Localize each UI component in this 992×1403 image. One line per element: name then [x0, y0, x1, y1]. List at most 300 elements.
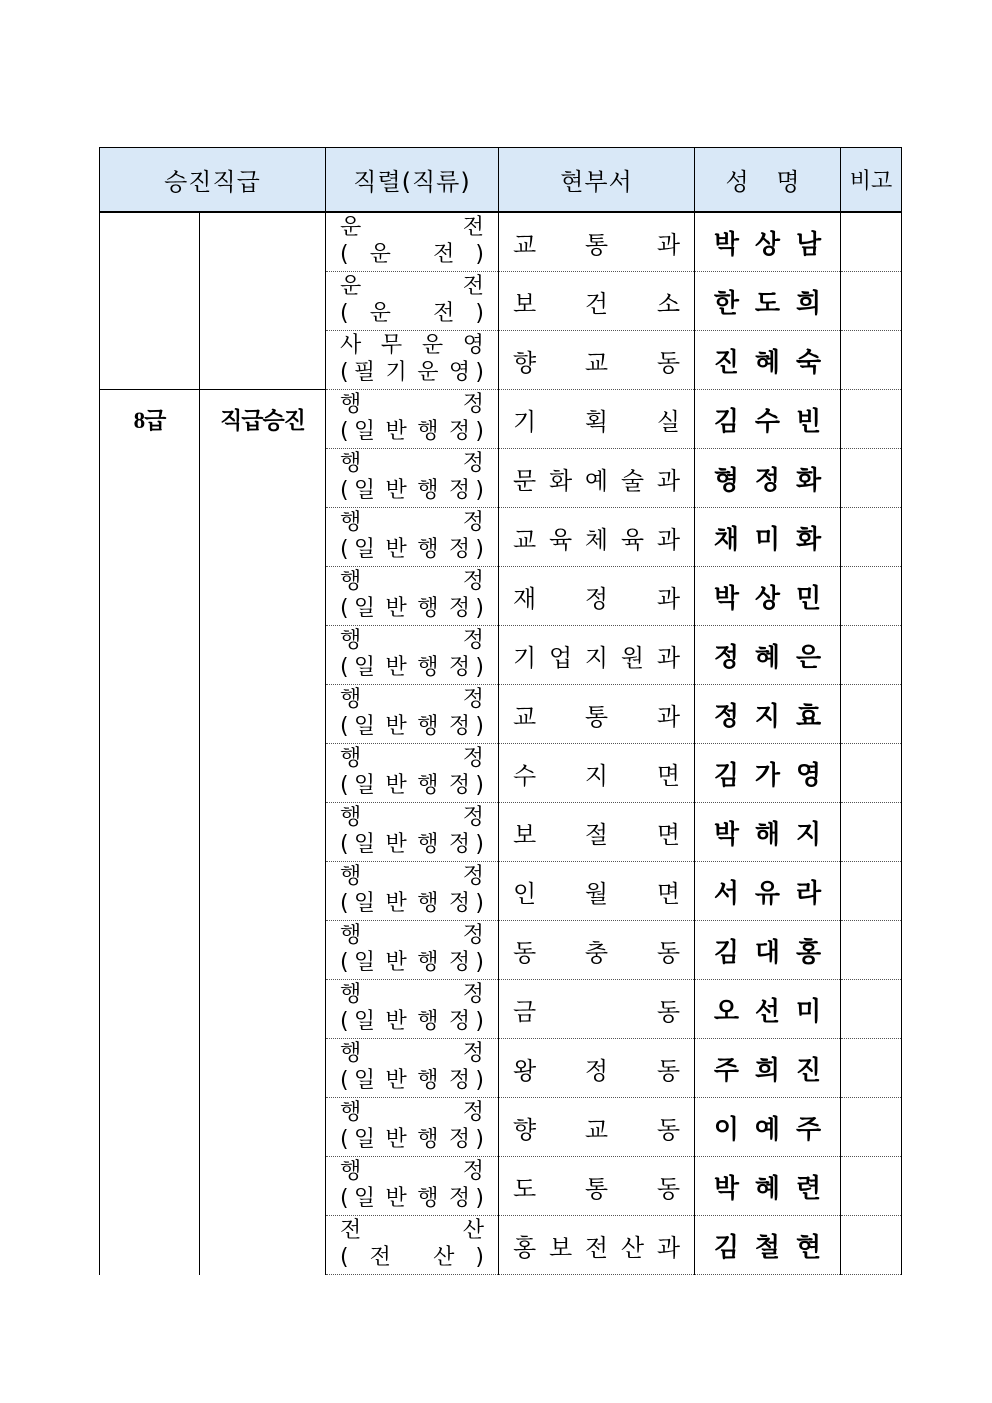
series-sub-char: 전 [369, 1245, 391, 1270]
open-paren: ( [340, 1245, 349, 1270]
series-sub-text [349, 361, 476, 385]
department-cell [499, 331, 695, 390]
series-char: 정 [462, 569, 484, 594]
note-cell [841, 862, 902, 921]
department-char: 월 [584, 879, 609, 908]
department-char: 체 [584, 525, 609, 554]
table-row [100, 449, 902, 508]
person-name: 오선미 [713, 996, 838, 1027]
department-char: 산 [620, 1233, 645, 1262]
series-sub-text [349, 302, 476, 326]
grade-cell [100, 1216, 200, 1275]
series-main [340, 393, 484, 417]
series-sub-char: 영 [448, 360, 471, 385]
note-cell [841, 1098, 902, 1157]
series-main [340, 1042, 484, 1066]
series-sub-text [349, 597, 476, 621]
series-sub [340, 1128, 484, 1152]
department-char: 육 [620, 525, 645, 554]
close-paren: ) [475, 596, 484, 621]
department-char: 업 [548, 643, 573, 672]
series-char: 정 [462, 392, 484, 417]
series-sub-text [349, 538, 476, 562]
department-char: 화 [548, 466, 573, 495]
series-sub-text [349, 479, 476, 503]
series-char: 정 [462, 805, 484, 830]
grade-cell [100, 567, 200, 626]
name-cell [695, 1216, 841, 1275]
series-sub-char: 운 [417, 360, 439, 385]
series-sub-char: 일 [353, 1009, 376, 1034]
series-cell [326, 449, 499, 508]
series-sub-char: 일 [353, 1068, 376, 1093]
department-char: 실 [656, 407, 680, 436]
department-char: 통 [584, 702, 609, 731]
series-sub-char: 반 [385, 596, 407, 621]
table-row [100, 508, 902, 567]
name-cell [695, 685, 841, 744]
note-cell [841, 921, 902, 980]
name-cell [695, 508, 841, 567]
series-sub-char: 행 [417, 1186, 439, 1211]
series-sub-char: 행 [417, 478, 439, 503]
series-cell [326, 272, 499, 331]
close-paren: ) [475, 1127, 484, 1152]
series-sub [340, 715, 484, 739]
open-paren: ( [340, 537, 349, 562]
series-sub-char: 정 [448, 655, 471, 680]
series-char: 정 [462, 451, 484, 476]
promotion-type-cell [200, 508, 326, 567]
person-name: 김수빈 [713, 406, 838, 437]
note-cell [841, 272, 902, 331]
close-paren: ) [475, 537, 484, 562]
series-char: 행 [340, 982, 362, 1007]
department-cell [499, 390, 695, 449]
close-paren: ) [475, 419, 484, 444]
series-sub-char: 일 [353, 1186, 376, 1211]
department-char: 건 [584, 289, 609, 318]
series-char: 정 [462, 1100, 484, 1125]
series-cell [326, 567, 499, 626]
promotion-type-cell [200, 331, 326, 390]
series-sub-char: 일 [353, 537, 376, 562]
department-char: 동 [513, 938, 537, 967]
series-main [340, 216, 484, 240]
department-char: 과 [656, 525, 680, 554]
department-char: 면 [656, 879, 680, 908]
department-char: 인 [513, 879, 537, 908]
series-char: 운 [340, 215, 362, 240]
department-char: 정 [584, 584, 609, 613]
series-sub-char: 정 [448, 891, 471, 916]
series-main [340, 924, 484, 948]
open-paren: ( [340, 419, 349, 444]
department-char: 교 [513, 702, 537, 731]
grade-cell [100, 1039, 200, 1098]
department-char: 면 [656, 820, 680, 849]
series-sub-char: 반 [385, 714, 407, 739]
note-cell [841, 1039, 902, 1098]
department-cell [499, 744, 695, 803]
note-cell [841, 331, 902, 390]
note-cell [841, 685, 902, 744]
series-cell [326, 1157, 499, 1216]
note-cell [841, 449, 902, 508]
series-sub-char: 정 [448, 1009, 471, 1034]
series-sub-char: 일 [353, 773, 376, 798]
name-cell [695, 803, 841, 862]
promotion-type-cell [200, 980, 326, 1039]
series-sub-text [349, 833, 476, 857]
grade-cell [100, 626, 200, 685]
series-sub-char: 반 [385, 419, 407, 444]
department-label [513, 461, 680, 496]
open-paren: ( [340, 950, 349, 975]
person-name: 박해지 [713, 819, 838, 850]
grade-cell [100, 685, 200, 744]
header-name [695, 148, 841, 213]
series-sub-char: 기 [385, 360, 407, 385]
close-paren: ) [475, 1068, 484, 1093]
note-cell [841, 626, 902, 685]
department-char: 전 [584, 1233, 609, 1262]
note-cell [841, 508, 902, 567]
name-cell [695, 980, 841, 1039]
department-cell [499, 685, 695, 744]
person-name: 이예주 [713, 1114, 838, 1145]
series-sub [340, 420, 484, 444]
name-cell [695, 390, 841, 449]
series-sub [340, 597, 484, 621]
series-sub-char: 행 [417, 832, 439, 857]
series-char: 전 [462, 215, 484, 240]
open-paren: ( [340, 478, 349, 503]
department-char: 동 [656, 348, 680, 377]
table-row [100, 1098, 902, 1157]
department-cell [499, 567, 695, 626]
table-row [100, 1039, 902, 1098]
series-char: 정 [462, 1159, 484, 1184]
series-sub-char: 반 [385, 478, 407, 503]
grade-cell [100, 212, 200, 272]
series-sub [340, 892, 484, 916]
open-paren: ( [340, 891, 349, 916]
header-row [100, 148, 902, 213]
department-char: 교 [513, 525, 537, 554]
name-cell [695, 921, 841, 980]
name-cell [695, 331, 841, 390]
department-label [513, 874, 680, 909]
close-paren: ) [475, 242, 484, 267]
series-sub [340, 538, 484, 562]
note-cell [841, 803, 902, 862]
series-char: 정 [462, 628, 484, 653]
promotion-type-cell [200, 390, 326, 449]
department-cell [499, 921, 695, 980]
department-cell [499, 1216, 695, 1275]
person-name: 서유라 [713, 878, 838, 909]
department-char: 향 [513, 1115, 537, 1144]
close-paren: ) [475, 478, 484, 503]
series-sub-text [349, 243, 476, 267]
close-paren: ) [475, 1245, 484, 1270]
table-row [100, 272, 902, 331]
series-char: 운 [421, 333, 444, 358]
department-label [513, 225, 680, 260]
series-main [340, 275, 484, 299]
person-name: 박상민 [713, 583, 838, 614]
series-sub-char: 운 [369, 301, 391, 326]
close-paren: ) [475, 773, 484, 798]
series-main [340, 865, 484, 889]
series-sub-char: 행 [417, 537, 439, 562]
department-cell [499, 1098, 695, 1157]
department-label [513, 1169, 680, 1204]
department-char: 지 [584, 761, 609, 790]
name-cell [695, 1098, 841, 1157]
table-row [100, 980, 902, 1039]
department-char: 보 [513, 289, 537, 318]
department-char: 보 [513, 820, 537, 849]
table-row [100, 1216, 902, 1275]
department-char: 교 [584, 1115, 609, 1144]
series-char: 행 [340, 1041, 362, 1066]
series-cell [326, 331, 499, 390]
department-char: 도 [513, 1174, 537, 1203]
note-cell [841, 1216, 902, 1275]
grade-cell [100, 980, 200, 1039]
department-char: 동 [656, 1115, 680, 1144]
series-char: 행 [340, 746, 362, 771]
series-sub-char: 일 [353, 950, 376, 975]
person-name: 한도희 [713, 288, 838, 319]
series-sub-char: 정 [448, 1068, 471, 1093]
series-sub-char: 반 [385, 655, 407, 680]
department-cell [499, 449, 695, 508]
series-cell [326, 744, 499, 803]
name-cell [695, 272, 841, 331]
table-row [100, 390, 902, 449]
promotion-type-cell [200, 1098, 326, 1157]
department-char: 왕 [513, 1056, 537, 1085]
series-sub-char: 운 [369, 242, 391, 267]
grade-cell [100, 331, 200, 390]
series-sub-char: 일 [353, 891, 376, 916]
series-sub-char: 정 [448, 1127, 471, 1152]
series-char: 행 [340, 569, 362, 594]
department-label [513, 815, 680, 850]
grade-cell [100, 921, 200, 980]
person-name: 정혜은 [713, 642, 838, 673]
department-label [513, 520, 680, 555]
series-sub-char: 행 [417, 596, 439, 621]
note-cell [841, 212, 902, 272]
series-sub-char: 정 [448, 478, 471, 503]
series-sub-char: 반 [385, 891, 407, 916]
department-char: 과 [656, 230, 680, 259]
series-sub-char: 행 [417, 950, 439, 975]
series-sub-char: 반 [385, 832, 407, 857]
series-sub-text [349, 1246, 476, 1270]
series-sub-char: 반 [385, 1068, 407, 1093]
series-main [340, 452, 484, 476]
series-main [340, 511, 484, 535]
series-cell [326, 803, 499, 862]
series-sub-char: 반 [385, 1127, 407, 1152]
open-paren: ( [340, 1068, 349, 1093]
series-sub-text [349, 1128, 476, 1152]
series-sub [340, 774, 484, 798]
series-main [340, 983, 484, 1007]
series-char: 행 [340, 687, 362, 712]
series-char: 행 [340, 510, 362, 535]
table-row [100, 803, 902, 862]
series-sub-char: 정 [448, 537, 471, 562]
department-char: 기 [513, 643, 537, 672]
promotion-type-cell [200, 567, 326, 626]
note-cell [841, 567, 902, 626]
department-label [513, 992, 680, 1027]
series-char: 행 [340, 1100, 362, 1125]
department-char: 동 [656, 997, 680, 1026]
table-row [100, 1157, 902, 1216]
series-sub-char: 일 [353, 1127, 376, 1152]
series-sub [340, 833, 484, 857]
series-char: 정 [462, 510, 484, 535]
department-label [513, 697, 680, 732]
series-sub-char: 정 [448, 773, 471, 798]
promotion-type-cell [200, 1157, 326, 1216]
open-paren: ( [340, 596, 349, 621]
promotion-table [99, 147, 902, 1275]
series-char: 행 [340, 805, 362, 830]
person-name: 채미화 [713, 524, 838, 555]
department-char: 교 [513, 230, 537, 259]
series-char: 영 [462, 333, 484, 358]
open-paren: ( [340, 360, 349, 385]
department-char: 동 [656, 938, 680, 967]
series-sub-char: 행 [417, 891, 439, 916]
series-char: 행 [340, 864, 362, 889]
person-name: 박상남 [713, 229, 838, 260]
person-name: 형정화 [713, 465, 838, 496]
series-sub-char: 일 [353, 655, 376, 680]
series-cell [326, 508, 499, 567]
promotion-type-cell [200, 272, 326, 331]
name-cell [695, 212, 841, 272]
series-sub-char: 정 [448, 950, 471, 975]
open-paren: ( [340, 832, 349, 857]
series-sub-char: 필 [353, 360, 376, 385]
grade-cell [100, 744, 200, 803]
department-cell [499, 803, 695, 862]
department-char: 지 [584, 643, 609, 672]
department-char: 과 [656, 584, 680, 613]
close-paren: ) [475, 714, 484, 739]
department-char: 예 [584, 466, 609, 495]
series-sub-char: 일 [353, 714, 376, 739]
series-sub-char: 반 [385, 537, 407, 562]
department-char: 문 [513, 466, 537, 495]
department-label [513, 343, 680, 378]
series-sub [340, 951, 484, 975]
person-name: 정지효 [713, 701, 838, 732]
series-sub [340, 1246, 484, 1270]
department-char: 과 [656, 702, 680, 731]
open-paren: ( [340, 1186, 349, 1211]
series-char: 정 [462, 923, 484, 948]
department-char: 절 [584, 820, 609, 849]
header-note: 비고 [841, 148, 902, 213]
series-sub [340, 243, 484, 267]
series-sub-char: 정 [448, 596, 471, 621]
series-char: 정 [462, 687, 484, 712]
note-cell [841, 1157, 902, 1216]
series-char: 정 [462, 982, 484, 1007]
series-char: 사 [340, 333, 362, 358]
series-cell [326, 1098, 499, 1157]
series-sub [340, 1069, 484, 1093]
series-char: 무 [380, 333, 403, 358]
series-sub-char: 행 [417, 714, 439, 739]
grade-cell [100, 449, 200, 508]
series-sub-char: 일 [353, 596, 376, 621]
close-paren: ) [475, 891, 484, 916]
series-char: 전 [462, 274, 484, 299]
department-label [513, 1051, 680, 1086]
department-char: 교 [584, 348, 609, 377]
series-sub-char: 정 [448, 1186, 471, 1211]
note-cell [841, 744, 902, 803]
department-label [513, 402, 680, 437]
promotion-type-cell [200, 212, 326, 272]
series-sub-char: 산 [433, 1245, 455, 1270]
series-char: 행 [340, 923, 362, 948]
series-main [340, 1101, 484, 1125]
table-row [100, 626, 902, 685]
series-sub-char: 행 [417, 1127, 439, 1152]
note-cell [841, 980, 902, 1039]
promotion-type-cell [200, 626, 326, 685]
series-sub [340, 479, 484, 503]
department-char: 정 [584, 1056, 609, 1085]
grade-cell [100, 390, 200, 449]
series-sub-text [349, 1010, 476, 1034]
person-name: 김철현 [713, 1232, 838, 1263]
series-cell [326, 1216, 499, 1275]
open-paren: ( [340, 1127, 349, 1152]
close-paren: ) [475, 655, 484, 680]
table-row [100, 744, 902, 803]
promotion-type-label: 직급승진 [220, 408, 305, 433]
series-cell [326, 626, 499, 685]
series-sub-char: 행 [417, 773, 439, 798]
series-cell [326, 390, 499, 449]
series-sub-char: 일 [353, 832, 376, 857]
series-sub-char: 행 [417, 655, 439, 680]
table-row [100, 862, 902, 921]
series-char: 전 [340, 1218, 362, 1243]
promotion-type-cell [200, 803, 326, 862]
name-cell [695, 862, 841, 921]
series-sub-text [349, 1069, 476, 1093]
series-main [340, 1219, 484, 1243]
table-row [100, 921, 902, 980]
name-cell [695, 1039, 841, 1098]
department-label [513, 579, 680, 614]
series-sub-text [349, 715, 476, 739]
